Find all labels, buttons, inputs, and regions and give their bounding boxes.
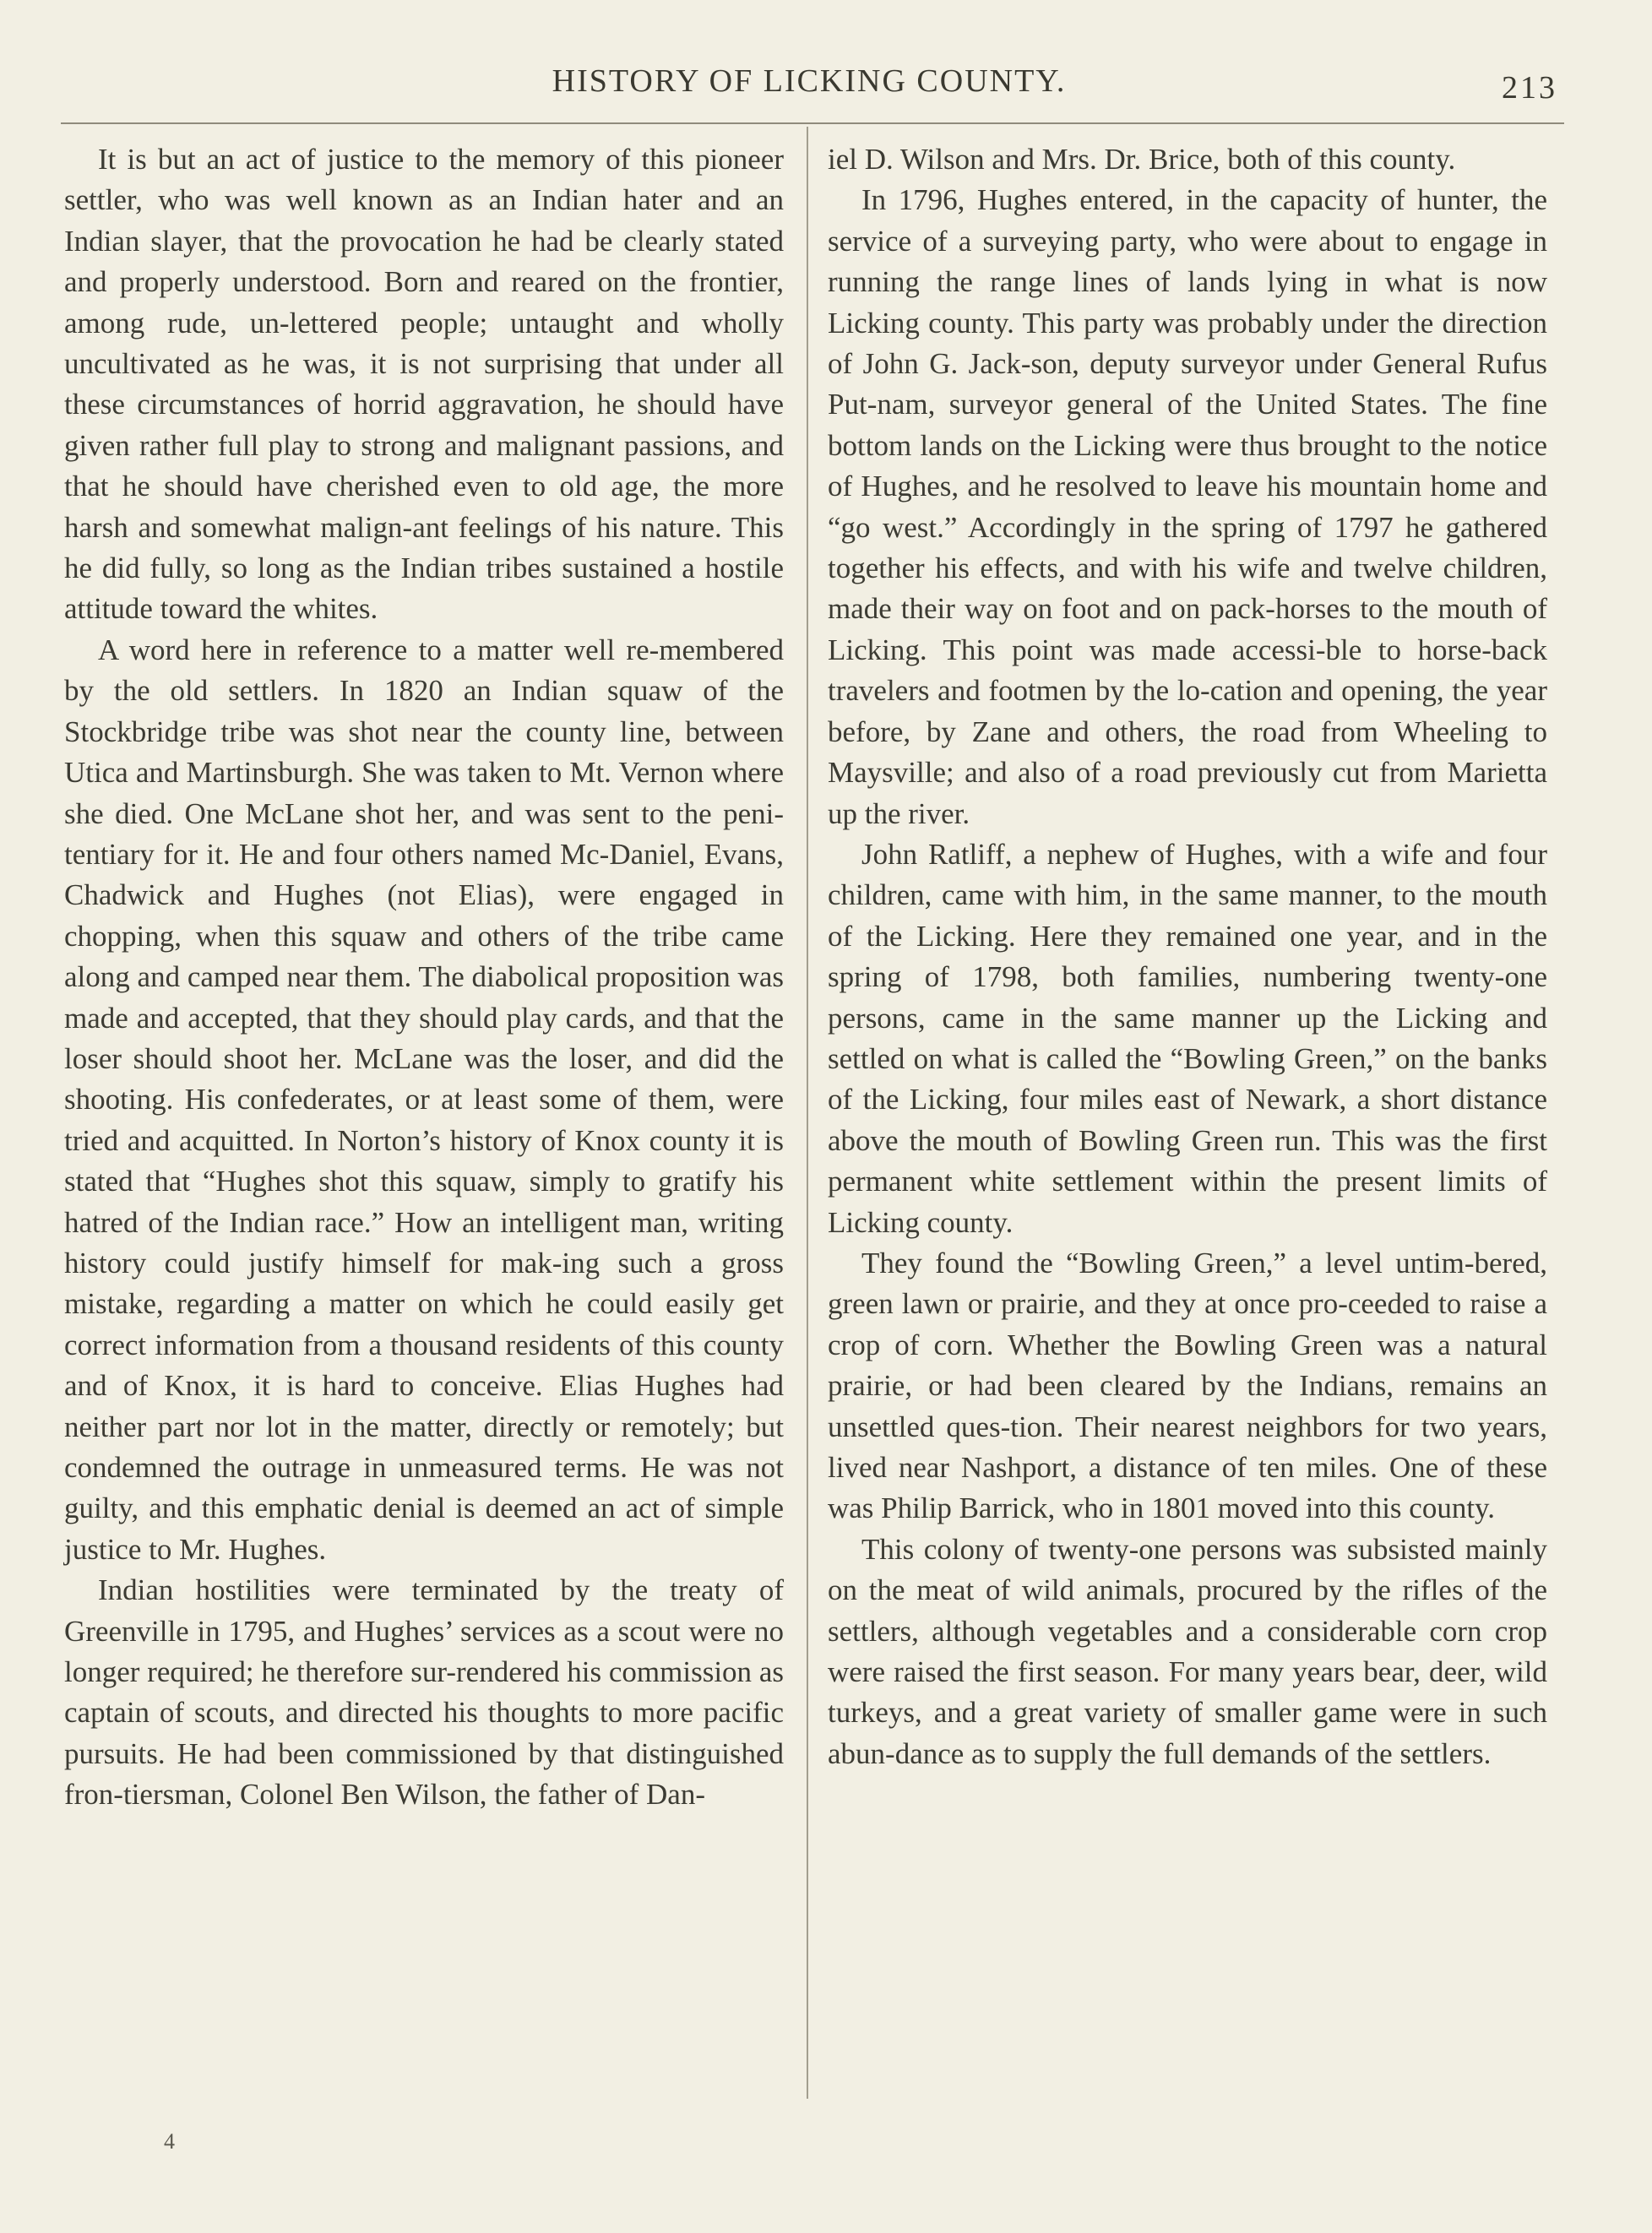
left-column [64, 139, 784, 1816]
header-rule [61, 122, 1564, 124]
paragraph: They found the “Bowling Green,” a level untim-bered, green lawn or prairie, and they at once pro-ceeded to raise a crop of corn. Whether the Bowling Green was a natural prairie, or had been cleared by the Indians, remains an unsettled ques-tion. Their nearest neighbors for two years, lived near Nashport, a distance of ten miles. One of these was Philip Barrick, who in 1801 moved into this county. [828, 1246, 1547, 1525]
paragraph: John Ratliff, a nephew of Hughes, with a wife and four children, came with him, in the same manner, to the mouth of the Licking. Here they remained one year, and in the spring of 1798, both families, numbering twenty-one persons, came in the same manner up the Licking and settled on what is called the “Bowling Green,” on the banks of the Licking, four miles east of Newark, a short distance above the mouth of Bowling Green run. This was the first permanent white settlement within the present limits of Licking county. [828, 837, 1547, 1239]
page-title: HISTORY OF LICKING COUNTY. [552, 63, 1067, 99]
right-column [828, 139, 1547, 1774]
column-divider [807, 127, 808, 2099]
paragraph: It is but an act of justice to the memory of this pioneer settler, who was well known as an Indian hater and an Indian slayer, that the provocation he had be clearly stated and properly understood. Born and reared on the frontier, among rude, un-lettered people; untaught and wholly uncultivated as he was, it is not surprising that under all these circumstances of horrid aggravation, he should have given rather full play to strong and malignant passions, and that he should have cherished even to old age, the more harsh and somewhat malign-ant feelings of his nature. This he did fully, so long as the Indian tribes sustained a hostile attitude toward the whites. [64, 143, 784, 626]
paragraph: A word here in reference to a matter well re-membered by the old settlers. In 1820 an Indian squaw of the Stockbridge tribe was shot near the county line, between Utica and Martinsburgh. She was taken to Mt. Vernon where she died. One McLane shot her, and was sent to the peni-tentiary for it. He and four others named Mc-Daniel, Evans, Chadwick and Hughes (not Elias), were engaged in chopping, when this squaw and others of the tribe came along and camped near them. The diabolical proposition was made and accepted, that they should play cards, and that the loser should shoot her. McLane was the loser, and did the shooting. His confederates, or at least some of them, were tried and acquitted. In Norton’s history of Knox county it is stated that “Hughes shot this squaw, simply to gratify his hatred of the Indian race.” How an intelligent man, writing history could justify himself for mak-ing such a gross mistake, regarding a matter on which he could easily get correct information from a thousand residents of this county and of Knox, it is hard to conceive. Elias Hughes had neither part nor lot in the matter, directly or remotely; but condemned the outrage in unmeasured terms. He was not guilty, and this emphatic denial is deemed an act of simple justice to Mr. Hughes. [64, 633, 784, 1566]
paragraph-continuation: iel D. Wilson and Mrs. Dr. Brice, both of this county. [828, 143, 1456, 176]
page-number: 213 [1502, 70, 1557, 106]
paragraph: Indian hostilities were terminated by the treaty of Greenville in 1795, and Hughes’ services as a scout were no longer required; he therefore sur-rendered his commission as captain of scouts, and directed his thoughts to more pacific pursuits. He had been commissioned by that distinguished fron-tiersman, Colonel Ben Wilson, the father of Dan- [64, 1573, 784, 1812]
signature-mark: 4 [164, 2129, 175, 2154]
paragraph: This colony of twenty-one persons was subsisted mainly on the meat of wild animals, procured by the rifles of the settlers, although vegetables and a considerable corn crop were raised the first season. For many years bear, deer, wild turkeys, and a great variety of smaller game were in such abun-dance as to supply the full demands of the settlers. [828, 1532, 1547, 1770]
running-head [61, 62, 1557, 113]
paragraph: In 1796, Hughes entered, in the capacity of hunter, the service of a surveying party, who were about to engage in running the range lines of lands lying in what is now Licking county. This party was probably under the direction of John G. Jack-son, deputy surveyor under General Rufus Put-nam, surveyor general of the United States. The fine bottom lands on the Licking were thus brought to the notice of Hughes, and he resolved to leave his mountain home and “go west.” Accordingly in the spring of 1797 he gathered together his effects, and with his wife and twelve children, made their way on foot and on pack-horses to the mouth of Licking. This point was made accessi-ble to horse-back travelers and footmen by the lo-cation and opening, the year before, by Zane and others, the road from Wheeling to Maysville; and also of a road previously cut from Marietta up the river. [828, 183, 1547, 830]
